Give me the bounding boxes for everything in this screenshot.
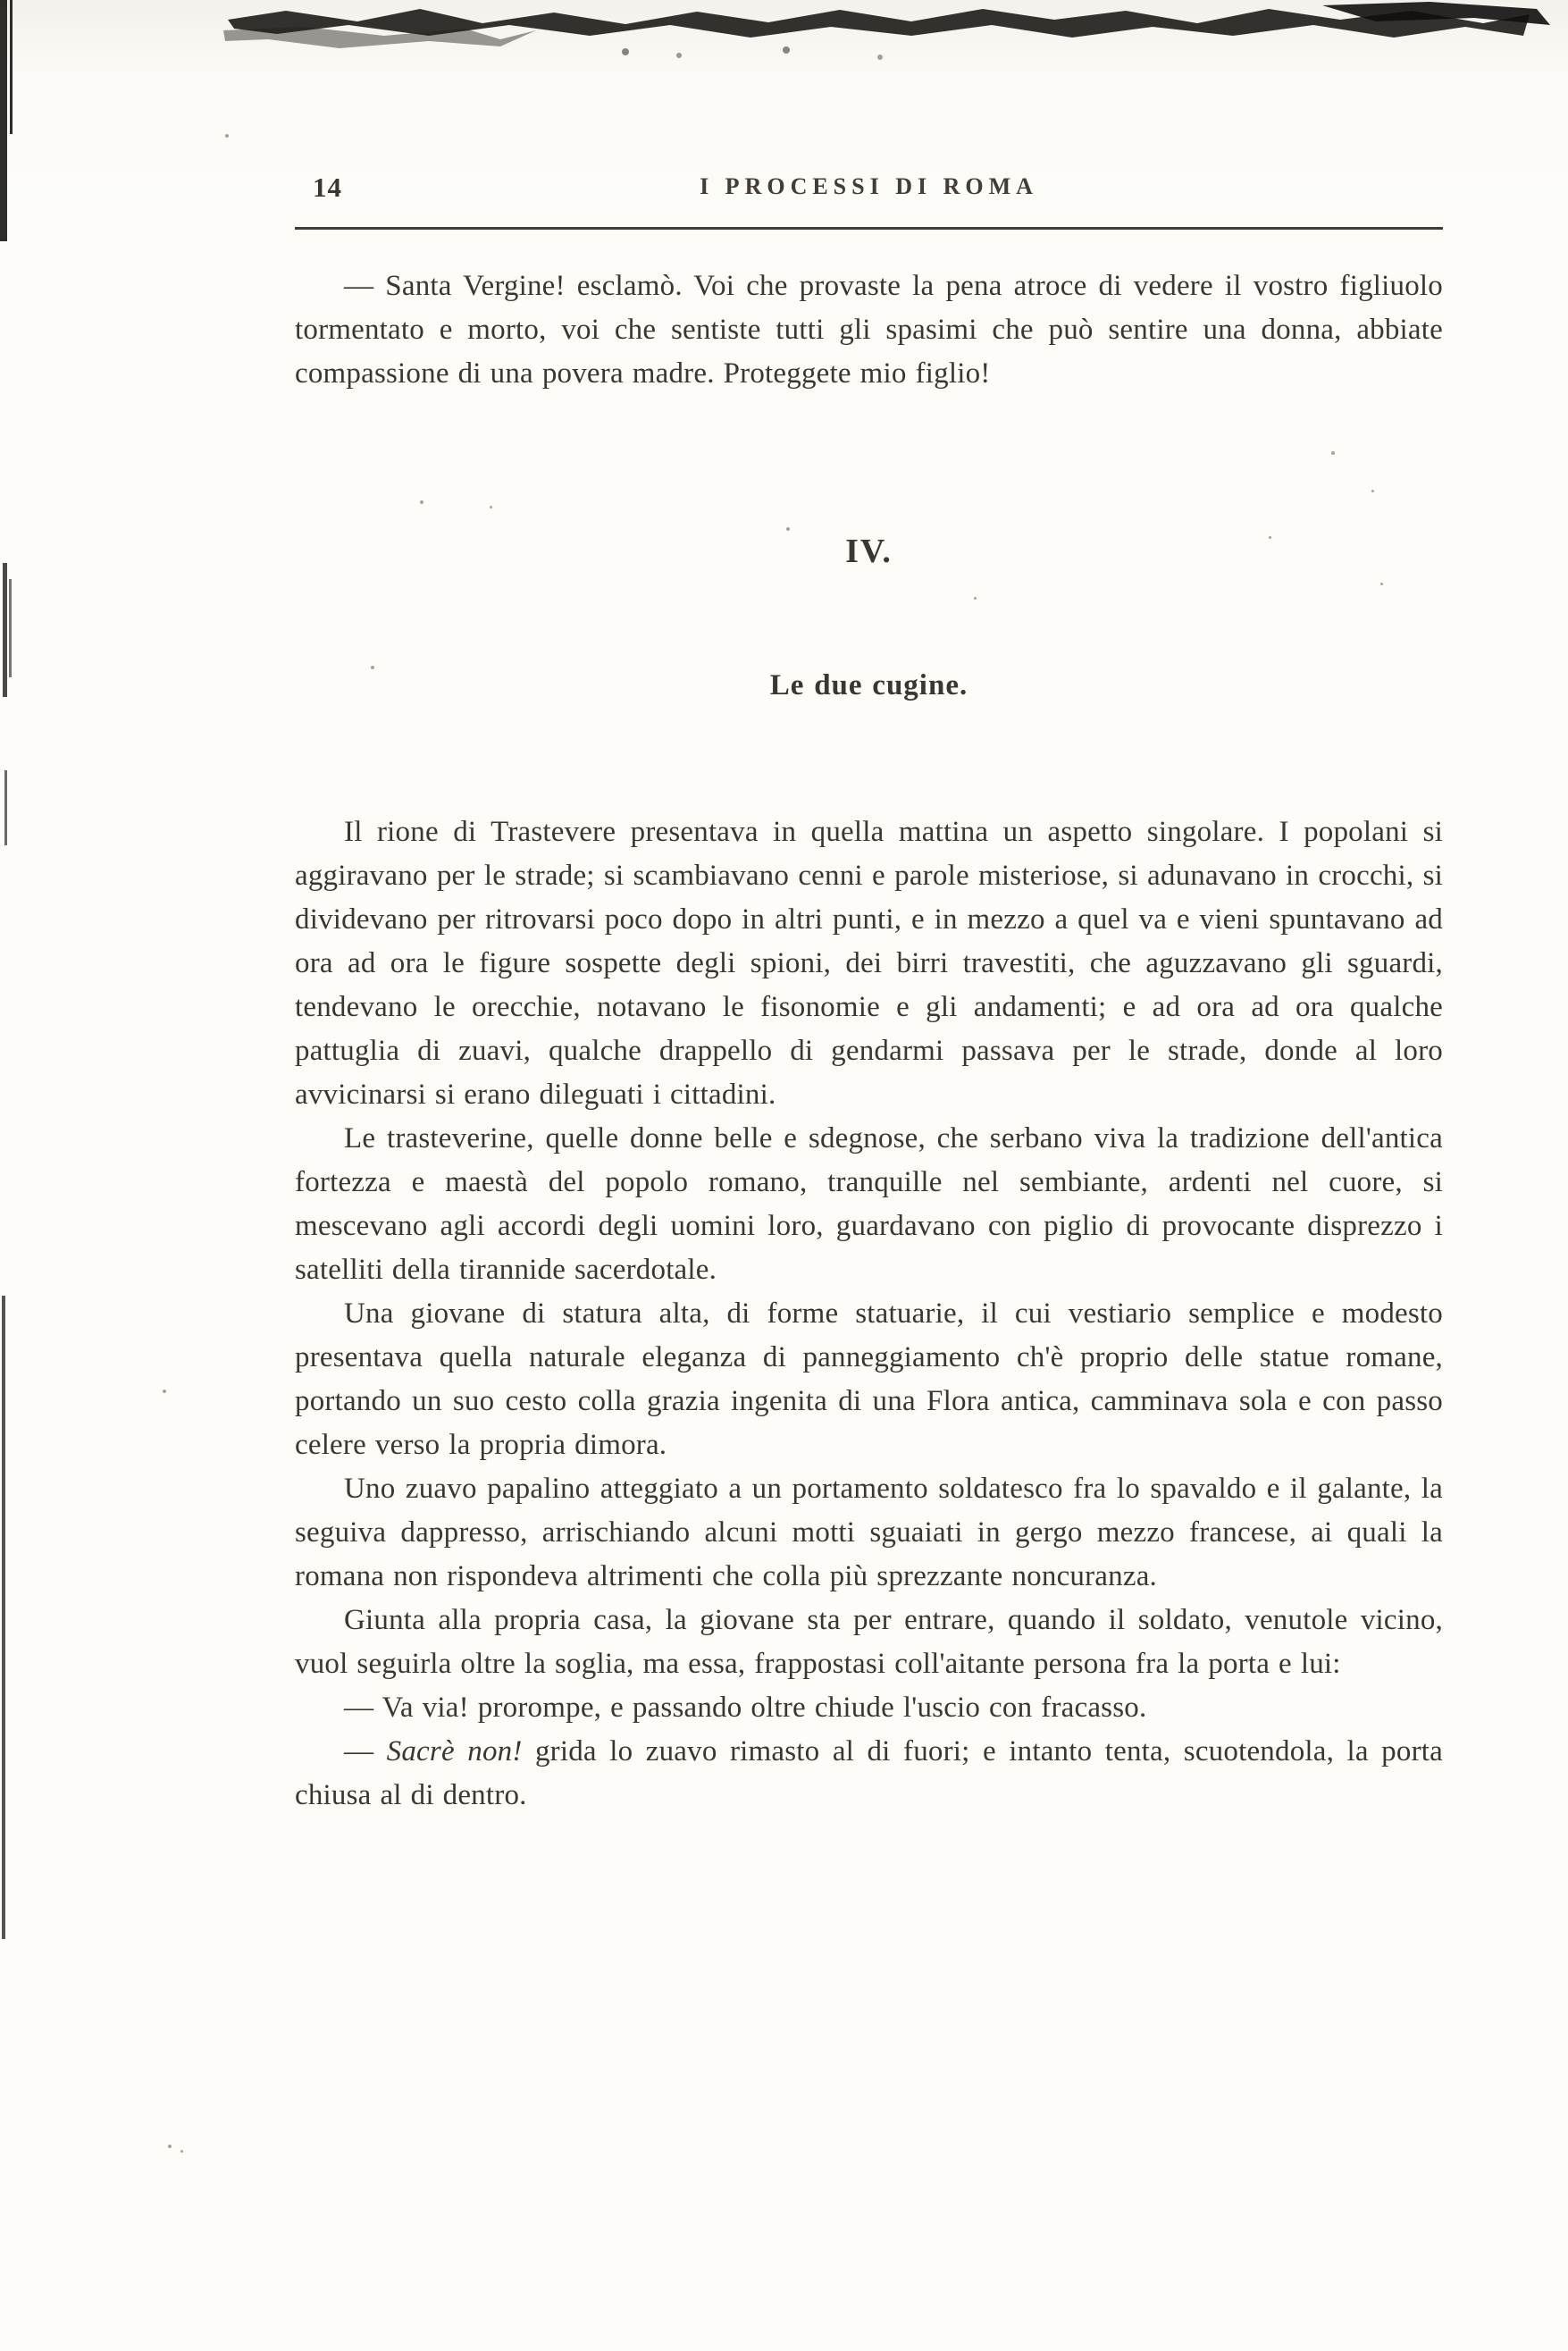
running-title: I PROCESSI DI ROMA	[700, 173, 1038, 199]
binding-shadow	[0, 0, 7, 241]
text-body	[295, 264, 1443, 1818]
scan-speck	[168, 2145, 172, 2148]
text-run: —	[344, 1735, 387, 1767]
page-number: 14	[313, 172, 342, 203]
binding-shadow	[3, 563, 7, 697]
paragraph	[295, 1292, 1443, 1467]
binding-shadow	[2, 1296, 5, 1939]
scan-speck	[225, 134, 229, 138]
binding-shadow	[4, 770, 7, 845]
paragraph	[295, 1686, 1443, 1730]
section-title: Le due cugine.	[769, 669, 968, 701]
paragraph	[295, 1117, 1443, 1292]
paragraph	[295, 1467, 1443, 1599]
paragraph	[295, 1730, 1443, 1818]
binding-shadow	[9, 579, 12, 677]
paragraph	[295, 264, 1443, 396]
section-number: IV.	[845, 533, 893, 570]
text-run: Uno zuavo papalino atteggiato a un portamento soldatesco fra lo spavaldo e il galante, la seguiva dappresso, arrischiando alcuni motti sguaiati in gergo mezzo francese, ai quali la romana non rispondeva altrimenti che colla più sprezzante noncuranza.	[295, 1473, 1443, 1592]
scan-artifact-top	[0, 0, 1568, 63]
body-paragraphs	[295, 810, 1443, 1818]
text-run: — Santa Vergine! esclamò. Voi che provaste la pena atroce di vedere il vostro figliuolo tormentato e morto, voi che sentiste tutti gli spasimi che può sentire una donna, abbiate compassione di una povera madre. Proteggete mio figlio!	[295, 270, 1443, 390]
text-run: Il rione di Trastevere presentava in quella mattina un aspetto singolare. I popolani si aggiravano per le strade; si scambiavano cenni e parole misteriose, si adunavano in crocchi, si dividevano per ritrovarsi poco dopo in altri punti, e in mezzo a quel va e vieni spuntavano ad ora ad ora le figure sospette degli spioni, dei birri travestiti, che aguzzavano gli sguardi, tendevano le orecchie, notavano le fisonomie e gli andamenti; e ad ora ad ora qualche pattuglia di zuavi, qualche drappello di gendarmi passava per le strade, donde al loro avvicinarsi si erano dileguati i cittadini.	[295, 816, 1443, 1111]
italic-text-run: Sacrè non!	[386, 1735, 523, 1767]
binding-shadow	[10, 0, 13, 134]
scan-speck	[180, 2150, 183, 2153]
page-header	[295, 166, 1443, 211]
paragraph	[295, 1599, 1443, 1686]
text-run: Le trasteverine, quelle donne belle e sdegnose, che serbano viva la tradizione dell'antica fortezza e maestà del popolo romano, tranquille nel sembiante, ardenti nel cuore, si mescevano agli accordi degli uomini loro, guardavano con piglio di provocante disprezzo i satelliti della tirannide sacerdotale.	[295, 1122, 1443, 1286]
text-run: Giunta alla propria casa, la giovane sta per entrare, quando il soldato, venutole vicino, vuol seguirla oltre la soglia, ma essa, frappostasi coll'aitante persona fra la porta e lui:	[295, 1604, 1443, 1680]
text-run: Una giovane di statura alta, di forme statuarie, il cui vestiario semplice e modesto presentava quella naturale eleganza di panneggiamento ch'è proprio delle statue romane, portando un suo cesto colla grazia ingenita di una Flora antica, camminava sola e con passo celere verso la propria dimora.	[295, 1297, 1443, 1461]
scan-speck	[163, 1390, 166, 1393]
paragraph	[295, 810, 1443, 1117]
text-run: — Va via! prorompe, e passando oltre chiude l'uscio con fracasso.	[344, 1692, 1147, 1724]
header-rule	[295, 227, 1443, 230]
text-run: grida lo zuavo rimasto al di fuori; e intanto tenta, scuotendola, la porta chiusa al di dentro.	[295, 1735, 1443, 1811]
opening-paragraphs	[295, 264, 1443, 396]
